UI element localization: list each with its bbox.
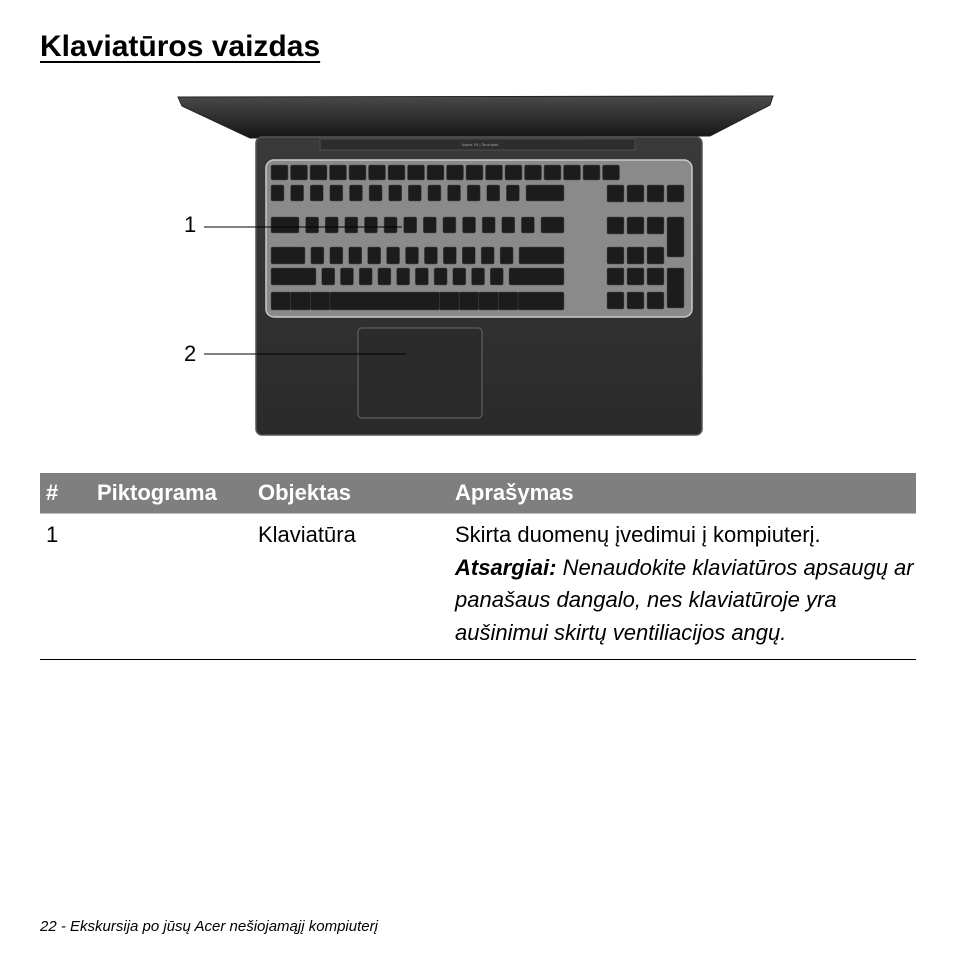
keyboard-key: [330, 292, 440, 310]
brand-strip-text: Aspire V5 | Touchpad: [461, 143, 499, 147]
keyboard-key: [667, 268, 684, 308]
keyboard-key: [448, 185, 461, 201]
laptop-keyboard-illustration: [170, 92, 780, 442]
keyboard-key: [463, 217, 476, 233]
keyboard-key: [384, 217, 397, 233]
row-desc: [455, 519, 916, 649]
keyboard-key: [349, 165, 366, 180]
keyboard-key: [434, 268, 447, 285]
row-num: 1: [46, 522, 59, 547]
keyboard-key: [607, 217, 624, 234]
keyboard-key: [271, 165, 288, 180]
keyboard-key: [544, 165, 561, 180]
keyboard-key: [627, 217, 644, 234]
keyboard-key: [607, 292, 624, 309]
keyboard-key: [408, 185, 421, 201]
keyboard-key: [424, 247, 437, 264]
keyboard-key: [271, 292, 291, 310]
keyboard-key: [627, 247, 644, 264]
row-item: Klaviatūra: [258, 522, 356, 547]
keyboard-key: [466, 165, 483, 180]
keyboard-key: [481, 247, 494, 264]
keyboard-key: [310, 185, 323, 201]
keyboard-key: [509, 268, 564, 285]
keyboard-key: [330, 247, 343, 264]
keyboard-key: [583, 165, 600, 180]
keyboard-key: [459, 292, 479, 310]
keyboard-key: [322, 268, 335, 285]
keyboard-key: [467, 185, 480, 201]
keyboard-key: [525, 165, 542, 180]
keyboard-key: [627, 292, 644, 309]
keyboard-key: [521, 217, 534, 233]
keyboard-key: [369, 185, 382, 201]
keyboard-key: [397, 268, 410, 285]
keyboard-key: [423, 217, 436, 233]
touchpad-icon: [358, 328, 482, 418]
keyboard-key: [667, 217, 684, 257]
keyboard-key: [349, 185, 362, 201]
keyboard-key: [415, 268, 428, 285]
keyboard-key: [479, 292, 499, 310]
keyboard-key: [472, 268, 485, 285]
header-desc: Aprašymas: [455, 480, 574, 505]
page-footer: 22 - Ekskursija po jūsų Acer nešiojamąjį kompiuterį: [40, 918, 378, 935]
caution-text: Nenaudokite klaviatūros apsaugų ar panašaus dangalo, nes klaviatūroje yra aušinimui skirtų ventiliacijos angų.: [455, 554, 914, 645]
keyboard-key: [487, 185, 500, 201]
table-header: [40, 473, 916, 513]
keyboard-key: [440, 292, 460, 310]
keyboard-key: [310, 292, 330, 310]
keyboard-key: [490, 268, 503, 285]
keyboard-key: [427, 165, 444, 180]
callout-2: 2: [184, 341, 197, 366]
keyboard-key: [368, 247, 381, 264]
spec-table: [40, 473, 916, 660]
keyboard-key: [667, 185, 684, 202]
keyboard-key: [330, 165, 347, 180]
keyboard-key: [271, 247, 305, 264]
keyboard-key: [526, 185, 564, 201]
keyboard-key: [607, 247, 624, 264]
keyboard-key: [408, 165, 425, 180]
callout-1: 1: [184, 212, 197, 237]
keyboard-key: [306, 217, 319, 233]
keyboard-key: [364, 217, 377, 233]
keyboard-key: [271, 268, 316, 285]
keyboard-key: [388, 165, 405, 180]
keyboard-key: [271, 185, 284, 201]
header-icon: Piktograma: [97, 480, 217, 505]
keyboard-key: [325, 217, 338, 233]
keyboard-key: [311, 247, 324, 264]
keyboard-key: [647, 292, 664, 309]
row-description: Skirta duomenų įvedimui į kompiuterį.: [455, 522, 821, 547]
keyboard-key: [486, 165, 503, 180]
keyboard-key: [462, 247, 475, 264]
keyboard-key: [369, 165, 386, 180]
keyboard-key: [627, 268, 644, 285]
keyboard-key: [647, 268, 664, 285]
keyboard-key: [345, 217, 358, 233]
keyboard-key: [310, 165, 327, 180]
caution-note: [455, 552, 916, 650]
keyboard-key: [627, 185, 644, 202]
keyboard-key: [359, 268, 372, 285]
keyboard-key: [518, 292, 564, 310]
keyboard-key: [564, 165, 581, 180]
keyboard-key: [603, 165, 620, 180]
keyboard-key: [647, 185, 664, 202]
keyboard-key: [647, 217, 664, 234]
header-num: #: [46, 480, 59, 505]
page-title: Klaviatūros vaizdas: [40, 30, 321, 63]
keyboard-key: [406, 247, 419, 264]
keyboard-key: [443, 217, 456, 233]
keyboard-key: [519, 247, 564, 264]
keyboard-key: [500, 247, 513, 264]
row-icon: [97, 519, 258, 649]
keyboard-key: [607, 185, 624, 202]
keyboard-key: [498, 292, 518, 310]
keyboard-key: [482, 217, 495, 233]
caution-label: Atsargiai:: [455, 554, 557, 580]
keyboard-key: [349, 247, 362, 264]
keyboard-key: [291, 165, 308, 180]
keyboard-key: [340, 268, 353, 285]
keyboard-key: [541, 217, 564, 233]
keyboard-key: [428, 185, 441, 201]
keyboard-key: [271, 217, 299, 233]
keyboard-key: [502, 217, 515, 233]
keyboard-key: [330, 185, 343, 201]
keyboard-key: [389, 185, 402, 201]
keyboard-key: [607, 268, 624, 285]
keyboard-key: [291, 292, 311, 310]
table-row: [40, 513, 916, 660]
keyboard-key: [505, 165, 522, 180]
keyboard-key: [291, 185, 304, 201]
laptop-top-view-icon: [170, 92, 780, 442]
keyboard-key: [378, 268, 391, 285]
header-item: Objektas: [258, 480, 351, 505]
keyboard-key: [443, 247, 456, 264]
keyboard-key: [404, 217, 417, 233]
keyboard-key: [453, 268, 466, 285]
keyboard-key: [447, 165, 464, 180]
keyboard-key: [387, 247, 400, 264]
keyboard-key: [506, 185, 519, 201]
keyboard-key: [647, 247, 664, 264]
